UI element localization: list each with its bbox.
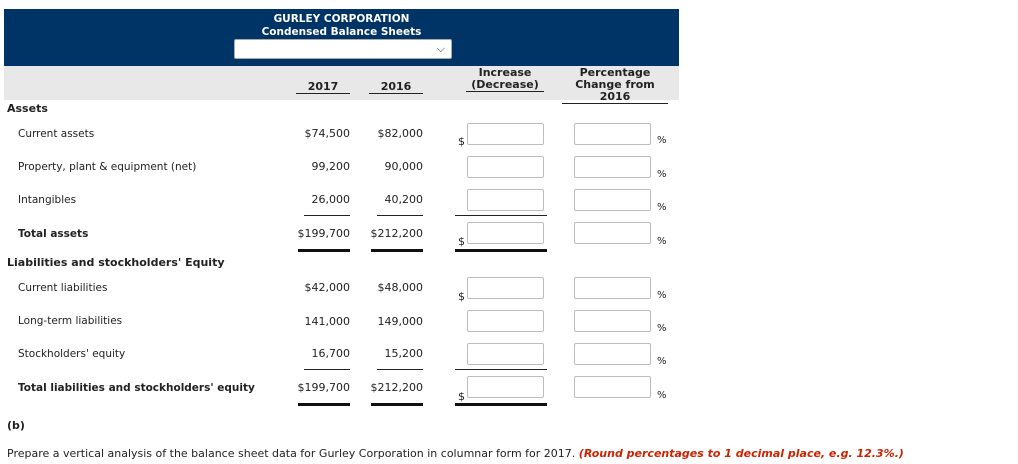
total-double-rule [455,249,547,252]
percent-sign: % [657,390,667,401]
value-2016: $82,000 [377,127,423,140]
percentage-input[interactable] [574,222,651,244]
statement-date-select[interactable] [234,39,452,59]
dollar-sign: $ [458,135,465,148]
value-2016: 40,200 [384,193,423,206]
rounding-note: (Round percentages to 1 decimal place, e.g. 12.3%.) [578,447,904,460]
value-2016: $212,200 [370,227,423,240]
total-double-rule [455,403,547,406]
subtotal-rule [304,215,350,216]
total-double-rule [298,249,350,252]
increase-input[interactable] [467,376,544,398]
increase-input[interactable] [467,277,544,299]
row-label: Property, plant & equipment (net) [18,161,197,173]
column-percentage: Percentage Change from 2016 [562,67,668,104]
percentage-input[interactable] [574,343,651,365]
row-label: Current assets [18,128,95,140]
row-label: Intangibles [18,194,77,206]
row-label: Stockholders' equity [18,348,126,360]
percentage-input[interactable] [574,310,651,332]
value-2017: 16,700 [311,347,350,360]
column-header-band [4,66,679,103]
subtotal-rule [304,369,350,370]
percentage-input[interactable] [574,156,651,178]
dollar-sign: $ [458,290,465,303]
value-2017: $74,500 [304,127,350,140]
value-2017: 26,000 [311,193,350,206]
increase-input[interactable] [467,310,544,332]
percent-sign: % [657,290,667,301]
increase-input[interactable] [467,222,544,244]
statement-subtitle: Condensed Balance Sheets [261,26,422,38]
column-increase: Increase (Decrease) [466,67,544,92]
dollar-sign: $ [458,235,465,248]
increase-input[interactable] [467,343,544,365]
column-2016: 2016 [369,81,423,94]
subtotal-rule [377,215,423,216]
row-label: Total liabilities and stockholders' equity [18,382,255,394]
chevron-down-icon: ⌵ [436,42,445,55]
value-2017: $199,700 [297,227,350,240]
statement-header [4,9,679,66]
section-assets: Assets [7,102,48,115]
part-b-instruction [7,447,904,460]
increase-input[interactable] [467,156,544,178]
total-double-rule [371,403,423,406]
row-label: Long-term liabilities [18,315,123,327]
value-2016: $212,200 [370,381,423,394]
value-2016: $48,000 [377,281,423,294]
row-label: Current liabilities [18,282,108,294]
percentage-input[interactable] [574,189,651,211]
percent-sign: % [657,135,667,146]
dollar-sign: $ [458,390,465,403]
percent-sign: % [657,323,667,334]
total-double-rule [371,249,423,252]
percent-sign: % [657,236,667,247]
percentage-input[interactable] [574,277,651,299]
percentage-input[interactable] [574,376,651,398]
value-2016: 90,000 [384,160,423,173]
value-2017: 99,200 [311,160,350,173]
percent-sign: % [657,356,667,367]
percentage-input[interactable] [574,123,651,145]
instruction-text: Prepare a vertical analysis of the balance sheet data for Gurley Corporation in columnar form for 2017. [7,447,576,460]
value-2016: 149,000 [377,315,423,328]
subtotal-rule [455,369,547,370]
column-2017: 2017 [296,81,350,94]
percent-sign: % [657,169,667,180]
part-b-label: (b) [7,419,25,432]
row-label: Total assets [18,228,89,240]
value-2017: $199,700 [297,381,350,394]
subtotal-rule [455,215,547,216]
subtotal-rule [377,369,423,370]
percent-sign: % [657,202,667,213]
total-double-rule [298,403,350,406]
increase-input[interactable] [467,123,544,145]
value-2016: 15,200 [384,347,423,360]
section-liabilities: Liabilities and stockholders' Equity [7,256,225,269]
value-2017: $42,000 [304,281,350,294]
value-2017: 141,000 [304,315,350,328]
company-title: GURLEY CORPORATION [273,13,410,25]
increase-input[interactable] [467,189,544,211]
